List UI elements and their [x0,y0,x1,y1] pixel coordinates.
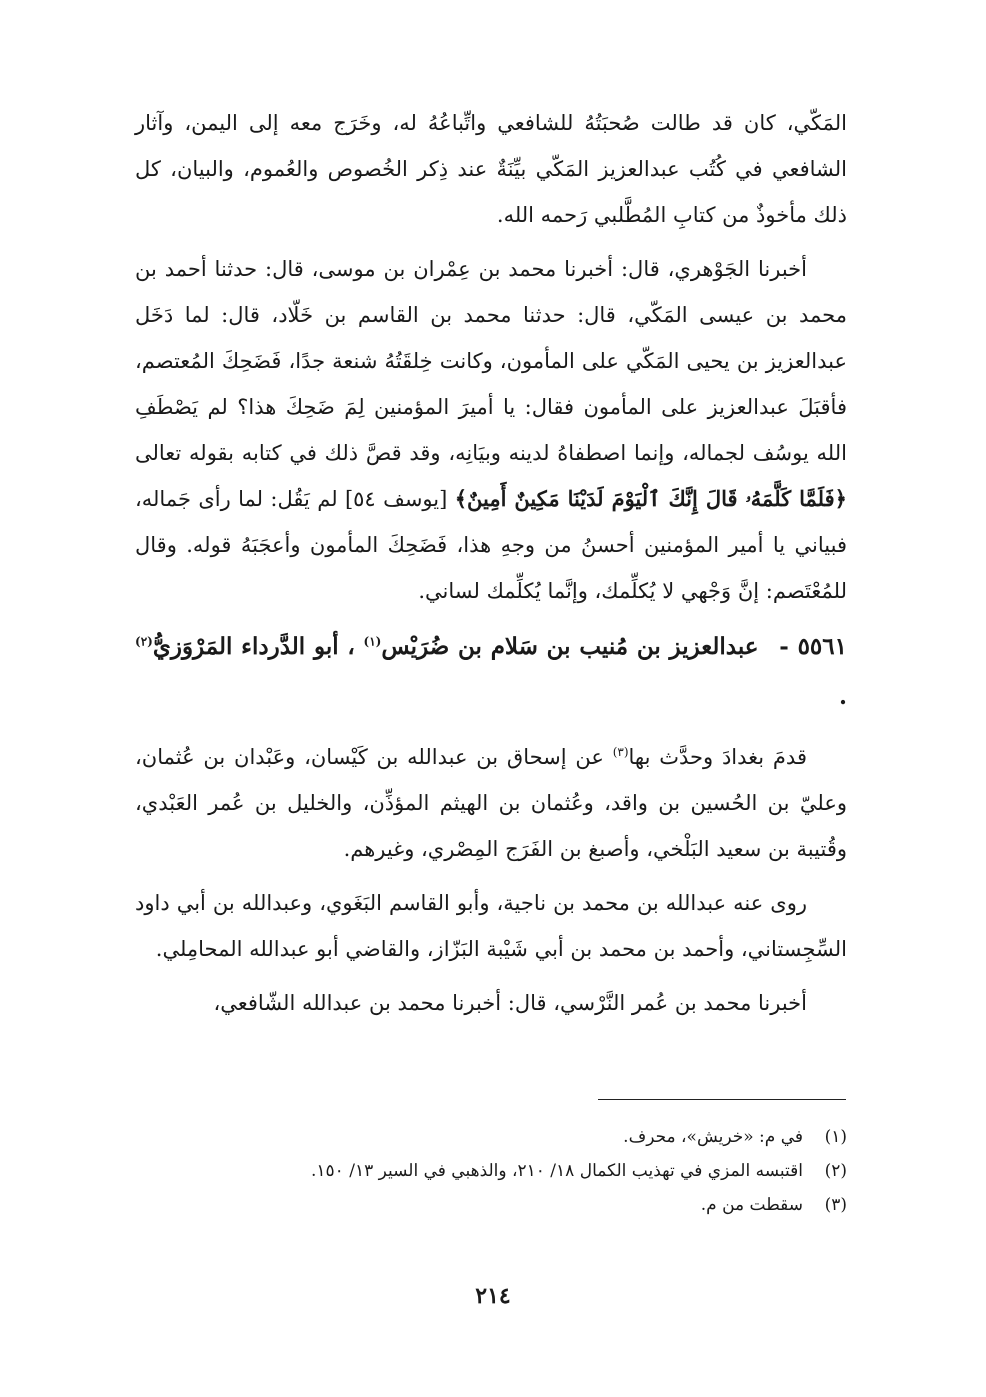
paragraph-3-part-b: عن إسحاق بن عبدالله بن كَيْسان، وعَبْدان بن عُثمان، وعليّ بن الحُسين بن واقد، وعُثمان بن الهيثم المؤذِّن، والخليل بن عُمر العَبْدي، وقُتيبة بن سعيد البَلْخي، وأصبغ بن الفَرَج المِصْري، وغيرهم. [135,745,847,861]
footnotes [135,1120,847,1222]
paragraph-3-part-a: قدمَ بغدادَ وحدَّث بها [628,745,807,769]
footnote [135,1154,847,1188]
paragraph-1: المَكّي، كان قد طالت صُحبَتُهُ للشافعي واتِّباعُهُ له، وخَرَج معه إلى اليمن، وآثار الشافعي في كُتُب عبدالعزيز المَكّي بيِّنَةٌ عند ذِكر الخُصوص والعُموم، والبيان، كل ذلك مأخوذٌ من كتابِ المُطَّلبي رَحمه الله. [135,111,847,227]
footnote-ref-2: (٢) [135,634,153,649]
paragraph-3 [135,734,847,872]
main-text [135,100,847,1034]
footnote-ref-3: (٣) [612,745,629,759]
footnote-ref-1: (١) [363,634,382,649]
paragraph-2-part-b: [يوسف ٥٤] لم يَقُل: لما رأى جَماله، فبياني يا أمير المؤمنين أحسنُ من وجهِ هذا، فَضَحِكَ المأمون وأعجَبَهُ قوله. وقال للمُعْتَصم: إنَّ وَجْهي لا يُكلِّمك، وإنَّما يُكلِّمك لساني. [135,487,847,603]
page-number: ٢١٤ [475,1283,511,1309]
paragraph-2 [135,246,847,614]
entry-number: ٥٥٦١ - [779,633,847,660]
footnote-number: (٢) [824,1161,847,1181]
footnote-number: (١) [824,1127,847,1147]
footnote-number: (٣) [824,1195,847,1215]
footnote-text: في م: «خريش»، محرف. [623,1127,803,1147]
paragraph-5: أخبرنا محمد بن عُمر النَّرْسي، قال: أخبرنا محمد بن عبدالله الشّافعي، [213,991,807,1015]
footnote-divider [598,1099,846,1100]
paragraph-2-part-a: أخبرنا الجَوْهري، قال: أخبرنا محمد بن عِمْران بن موسى، قال: حدثنا أحمد بن محمد بن عيسى المَكّي، قال: حدثنا محمد بن القاسم بن خَلّاد، قال: لما دَخَل عبدالعزيز بن يحيى المَكّي على المأمون، وكانت خِلقَتُهُ شنعة جدًا، فَضَحِكَ المُعتصم، فأقبَلَ عبدالعزيز على المأمون فقال: يا أميرَ المؤمنين لِمَ ضَحِكَ هذا؟ لم يَصْطَفِ الله يوسُف لجماله، وإنما اصطفاهُ لدينه وبيَانِه، وقد قصَّ ذلك في كتابه بقوله تعالى [135,257,847,465]
footnote-text: سقطت من م. [700,1195,803,1215]
paragraph-4: روى عنه عبدالله بن محمد بن ناجية، وأبو القاسم البَغَوي، وعبدالله بن أبي داود السِّجِستاني، وأحمد بن محمد بن أبي شَيْبة البَزّاز، والقاضي أبو عبدالله المحامِلي. [135,891,847,961]
entry-name: عبدالعزيز بن مُنيب بن سَلام بن ضُرَيْس [381,633,759,660]
footnote [135,1120,847,1154]
entry-heading [135,622,847,722]
footnote-text: اقتبسه المزي في تهذيب الكمال ١٨/ ٢١٠، والذهبي في السير ١٣/ ١٥٠. [311,1161,803,1181]
entry-end: . [838,683,847,710]
quran-verse: ﴿فَلَمَّا كَلَّمَهُۥ قَالَ إِنَّكَ ٱلْيَوْمَ لَدَيْنَا مَكِينٌ أَمِينٌ﴾ [454,486,847,511]
footnote [135,1188,847,1222]
entry-kunya: ، أبو الدَّرداء المَرْوَزيُّ [152,633,355,660]
